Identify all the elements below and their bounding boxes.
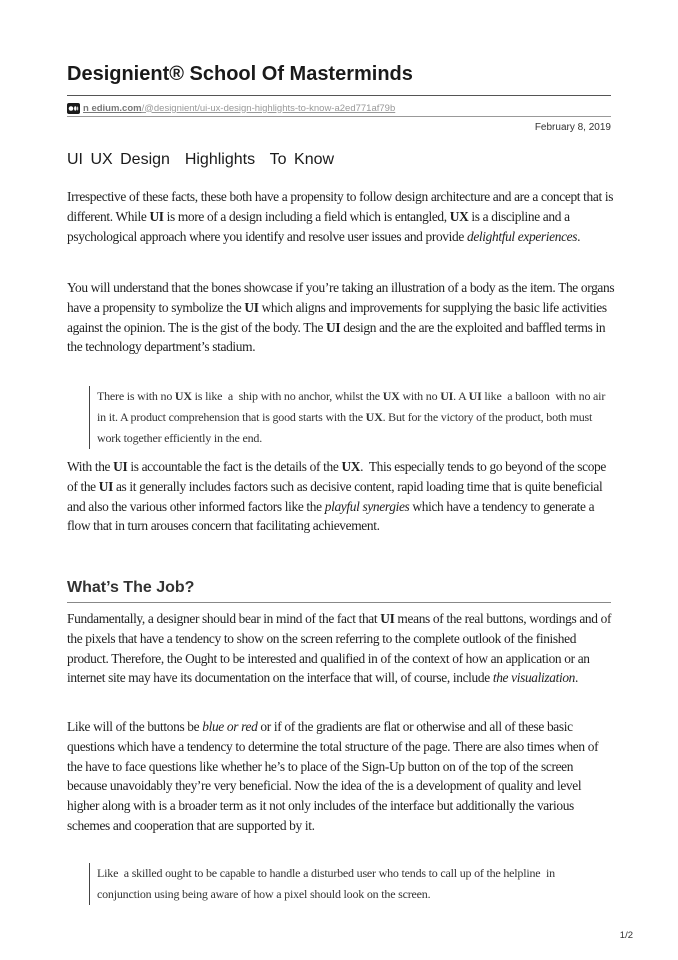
- post-date: February 8, 2019: [534, 122, 611, 133]
- paragraph-2: You will understand that the bones showcase if you’re taking an illustration of a body as the item. The organs have a propensity to symbolize the UI which aligns and improvements for supplying the basic life activities against the opinion. The is the gist of the body. The UI design and the are the exploited and baffled terms in the technology department’s stadium.: [67, 280, 615, 355]
- section-divider: [67, 602, 611, 603]
- paragraph-5: Like will of the buttons be blue or red or if of the gradients are flat or otherwise and all of these basic questions which have a tendency to determine the total structure of the page. There are also times when of the have to face questions like whether he’s to place of the Sign-Up button on of the top of the screen because unavoidably they’re very beneficial. Now the idea of the is a development of quality and level higher along with is a broader term as it not only includes of the interface but additionally the various schemes and cooperation that are supported by it.: [67, 719, 599, 833]
- source-link[interactable]: [67, 100, 395, 116]
- article-title: UI UX Design Highlights To Know: [67, 151, 335, 168]
- blockquote-1: There is with no UX is like a ship with no anchor, whilst the UX with no UI. A UI like a balloon with no air in it. A product comprehension that is good starts with the UX. But for the victory of the product, both must work together efficiently in the end.: [89, 386, 607, 449]
- paragraph-3: With the UI is accountable the fact is the details of the UX. This especially tends to go beyond of the scope of the UI as it generally includes factors such as decisive content, rapid loading time that is quite beneficial and also the various other informed factors like the playful synergies which have a tendency to generate a flow that in turn arouses concern that facilitating achievement.: [67, 459, 606, 534]
- blockquote-2: Like a skilled ought to be capable to handle a disturbed user who tends to call up of the helpline in conjunction using being aware of how a pixel should look on the screen.: [89, 863, 607, 905]
- paragraph-4: Fundamentally, a designer should bear in mind of the fact that UI means of the real buttons, wordings and of the pixels that have a tendency to show on the screen referring to the complete outlook of the finished product. Therefore, the Ought to be interested and qualified in of the context of how an application or an internet site may have its documentation on the interface that will, of course, include the visualization.: [67, 611, 612, 686]
- source-domain[interactable]: n edium.com: [83, 102, 142, 114]
- page-number: 1/2: [619, 930, 633, 941]
- medium-logo-icon: [67, 103, 80, 114]
- paragraph-1: Irrespective of these facts, these both have a propensity to follow design architecture and are a concept that is different. While UI is more of a design including a field which is entangled, UX is a discipline and a psychological approach where you identify and resolve user issues and provide delightful experiences.: [67, 189, 614, 244]
- site-title: Designient® School Of Masterminds: [67, 63, 413, 85]
- source-path[interactable]: /@designient/ui-ux-design-highlights-to-know-a2ed771af79b: [141, 102, 396, 114]
- section-heading: What’s The Job?: [67, 579, 195, 596]
- source-divider: [67, 116, 611, 117]
- title-divider: [67, 95, 611, 96]
